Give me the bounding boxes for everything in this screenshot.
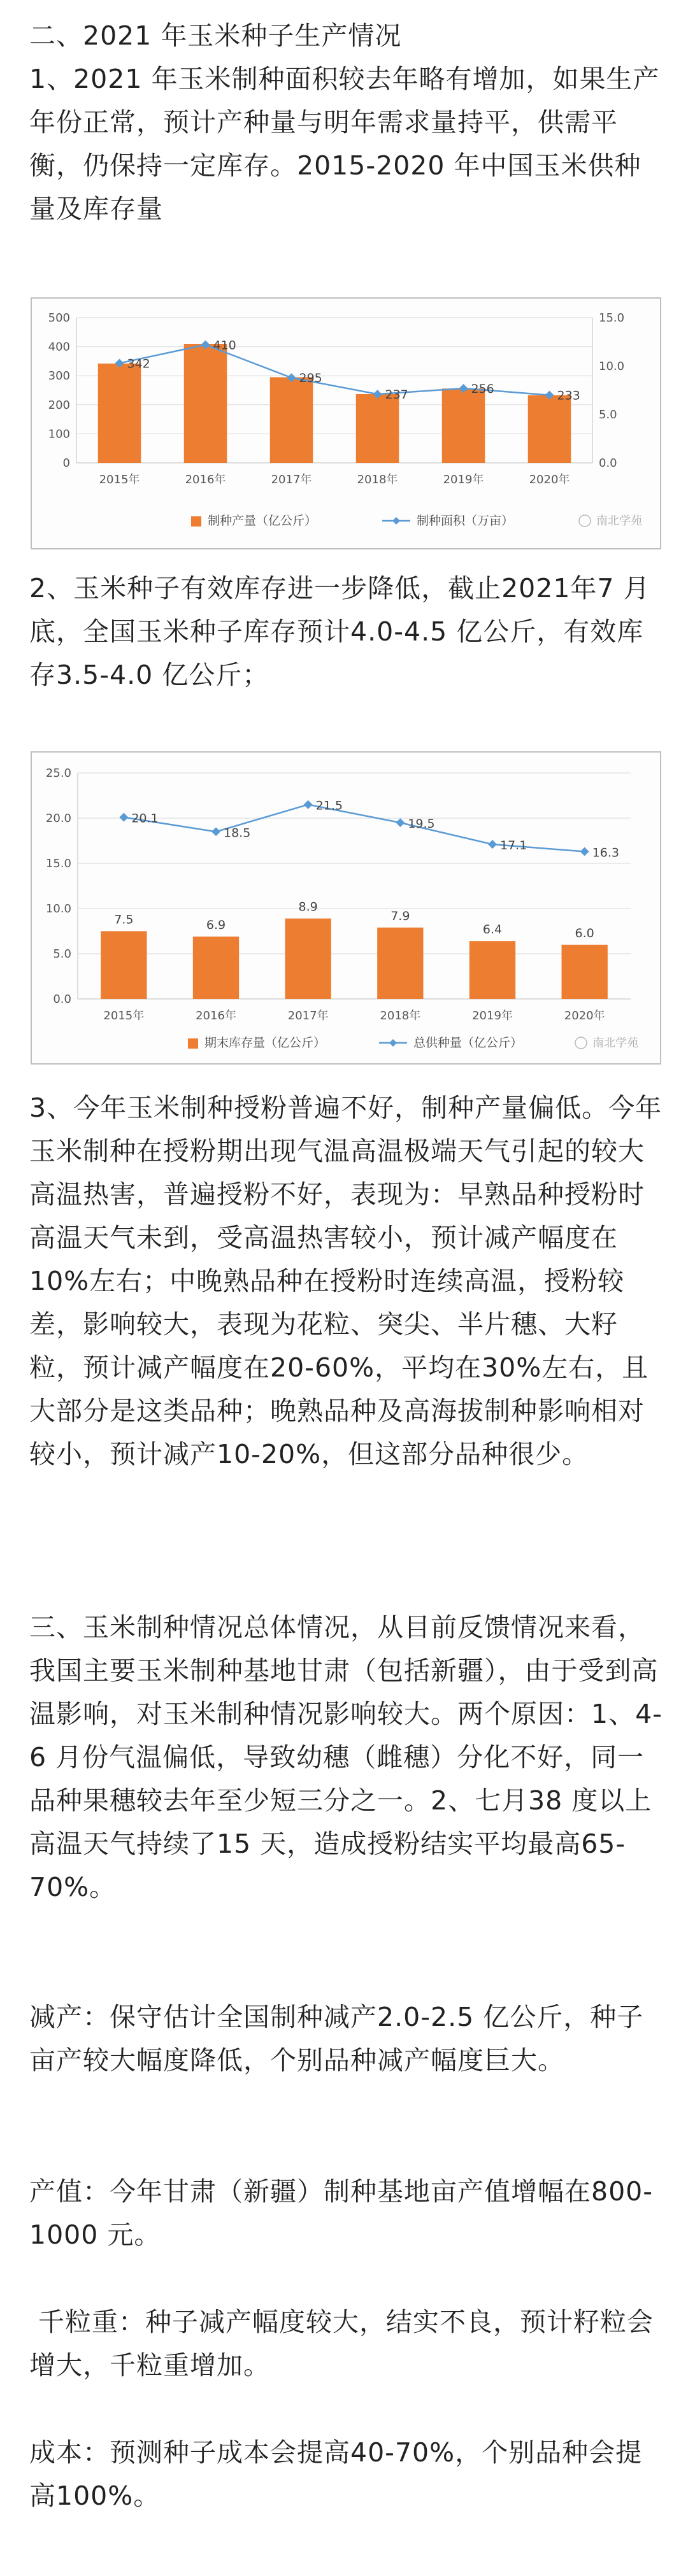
watermark-text: 南北学苑: [592, 1037, 638, 1050]
y-tick-label: 25.0: [45, 767, 71, 780]
paragraph-1: 1、2021 年玉米制种面积较去年略有增加，如果生产年份正常，预计产种量与明年需求量持平，供需平衡，仍保持一定库存。2015-2020 年中国玉米供种量及库存量: [29, 64, 660, 224]
line-data-label: 19.5: [408, 817, 435, 832]
data-label: 256: [471, 381, 494, 396]
line-point: [396, 818, 405, 827]
x-tick-label: 2019年: [443, 473, 484, 486]
right-y-tick-label: 0.0: [599, 456, 617, 470]
data-label: 233: [557, 388, 580, 403]
x-tick-label: 2015年: [99, 473, 140, 486]
bar: [101, 931, 147, 1000]
y-tick-label: 20.0: [45, 812, 71, 825]
x-tick-label: 2018年: [380, 1009, 421, 1023]
line-point: [580, 847, 589, 856]
data-label: 237: [385, 388, 408, 402]
line-data-label: 21.5: [315, 798, 343, 813]
y-tick-label: 0.0: [53, 993, 71, 1006]
legend-label-bar: 制种产量（亿公斤）: [208, 514, 317, 528]
watermark-text: 南北学苑: [596, 514, 642, 528]
chart-1-seed-production: [31, 297, 661, 549]
line-point: [304, 800, 313, 809]
y-tick-label: 15.0: [45, 857, 71, 870]
x-tick-label: 2017年: [287, 1009, 329, 1023]
paragraph-3: 3、今年玉米制种授粉普遍不好，制种产量偏低。今年玉米制种在授粉期出现气温高温极端天气引起的较大高温热害，普遍授粉不好，表现为：早熟品种授粉时高温天气未到，受高温热害较小，预计减产幅度在10%左右；中晚熟品种在授粉时连续高温，授粉较差，影响较大，表现为花粒、突尖、半片穗、大籽粒，预计减产幅度在20-60%，平均在30%左右，且大部分是这类品种；晚熟品种及高海拔制种影响相对较小，预计减产10-20%，但这部分品种很少。: [29, 1093, 663, 1469]
legend-swatch-bar: [188, 1038, 198, 1049]
bar: [270, 377, 313, 463]
x-tick-label: 2016年: [196, 1009, 236, 1023]
line-data-label: 17.1: [500, 839, 527, 853]
paragraph-reduction: 减产：保守估计全国制种减产2.0-2.5 亿公斤，种子亩产较大幅度降低，个别品种减产幅度巨大。: [29, 2002, 644, 2076]
y-tick-label: 0: [62, 456, 70, 470]
bar: [377, 928, 423, 999]
bar: [285, 919, 331, 999]
x-tick-label: 2019年: [472, 1009, 513, 1023]
bar: [356, 394, 399, 463]
y-tick-label: 400: [48, 340, 70, 354]
watermark-icon: [575, 1037, 587, 1049]
legend-label-line: 总供种量（亿公斤）: [413, 1036, 523, 1050]
paragraph-kernel-weight: 千粒重：种子减产幅度较大，结实不良，预计籽粒会增大，千粒重增加。: [29, 2307, 654, 2381]
chart-2-svg: [32, 753, 660, 1063]
right-y-tick-label: 5.0: [599, 408, 617, 421]
section-heading: 二、2021 年玉米种子生产情况: [29, 20, 402, 51]
x-tick-label: 2016年: [185, 473, 226, 486]
y-tick-label: 500: [48, 311, 70, 325]
legend-swatch-marker: [392, 517, 400, 525]
data-label: 342: [127, 357, 150, 371]
paragraph-2: 2、玉米种子有效库存进一步降低，截止2021年7 月底，全国玉米种子库存预计4.0-4.5 亿公斤，有效库存3.5-4.0 亿公斤；: [29, 573, 650, 690]
line-data-label: 18.5: [224, 826, 251, 840]
line-data-label: 16.3: [592, 846, 619, 860]
bar-data-label: 8.9: [298, 900, 318, 914]
right-y-tick-label: 15.0: [599, 311, 625, 325]
bar-data-label: 6.4: [482, 923, 503, 937]
bar-data-label: 6.0: [575, 926, 594, 940]
y-tick-label: 5.0: [53, 947, 71, 961]
bar-data-label: 7.9: [391, 909, 410, 923]
y-tick-label: 300: [48, 369, 70, 383]
data-label: 295: [299, 371, 322, 386]
legend-label-line: 制种面积（万亩）: [417, 514, 514, 528]
bar: [442, 388, 485, 463]
bar-data-label: 7.5: [114, 912, 134, 927]
paragraph-output-value: 产值：今年甘肃（新疆）制种基地亩产值增幅在800-1000 元。: [29, 2176, 654, 2250]
legend-label-bar: 期末库存量（亿公斤）: [204, 1036, 326, 1050]
y-tick-label: 10.0: [45, 902, 71, 916]
bar: [469, 941, 515, 999]
watermark-icon: [579, 515, 591, 527]
data-label: 410: [213, 338, 236, 353]
line-data-label: 20.1: [131, 811, 159, 826]
x-tick-label: 2018年: [357, 473, 398, 486]
paragraph-4: 三、玉米制种情况总体情况，从目前反馈情况来看，我国主要玉米制种基地甘肃（包括新疆），由于受到高温影响，对玉米制种情况影响较大。两个原因：1、4-6 月份气温偏低，导致幼穗（雌穗）分化不好，同一品种果穗较去年至少短三分之一。2、七月38 度以上高温天气持续了15 天，造成授粉结实平均最高65-70%。: [29, 1612, 663, 1902]
line-point: [488, 840, 497, 849]
chart-1-svg: [32, 299, 660, 548]
bar: [528, 395, 571, 463]
line-point: [211, 827, 220, 836]
legend-swatch-bar: [191, 516, 201, 527]
x-tick-label: 2020年: [564, 1009, 605, 1023]
bar: [184, 344, 227, 463]
y-tick-label: 100: [48, 427, 70, 441]
bar: [562, 945, 608, 999]
bar: [193, 937, 239, 999]
x-tick-label: 2015年: [103, 1009, 145, 1023]
chart-2-seed-stock: [31, 751, 661, 1065]
bar-data-label: 6.9: [206, 918, 226, 933]
bar: [98, 364, 141, 463]
line-point: [119, 813, 128, 822]
y-tick-label: 200: [48, 398, 70, 412]
right-y-tick-label: 10.0: [599, 360, 625, 373]
x-tick-label: 2020年: [529, 473, 570, 486]
legend-swatch-marker: [389, 1039, 397, 1047]
x-tick-label: 2017年: [271, 473, 312, 486]
paragraph-cost: 成本：预测种子成本会提高40-70%，个别品种会提高100%。: [29, 2437, 643, 2511]
